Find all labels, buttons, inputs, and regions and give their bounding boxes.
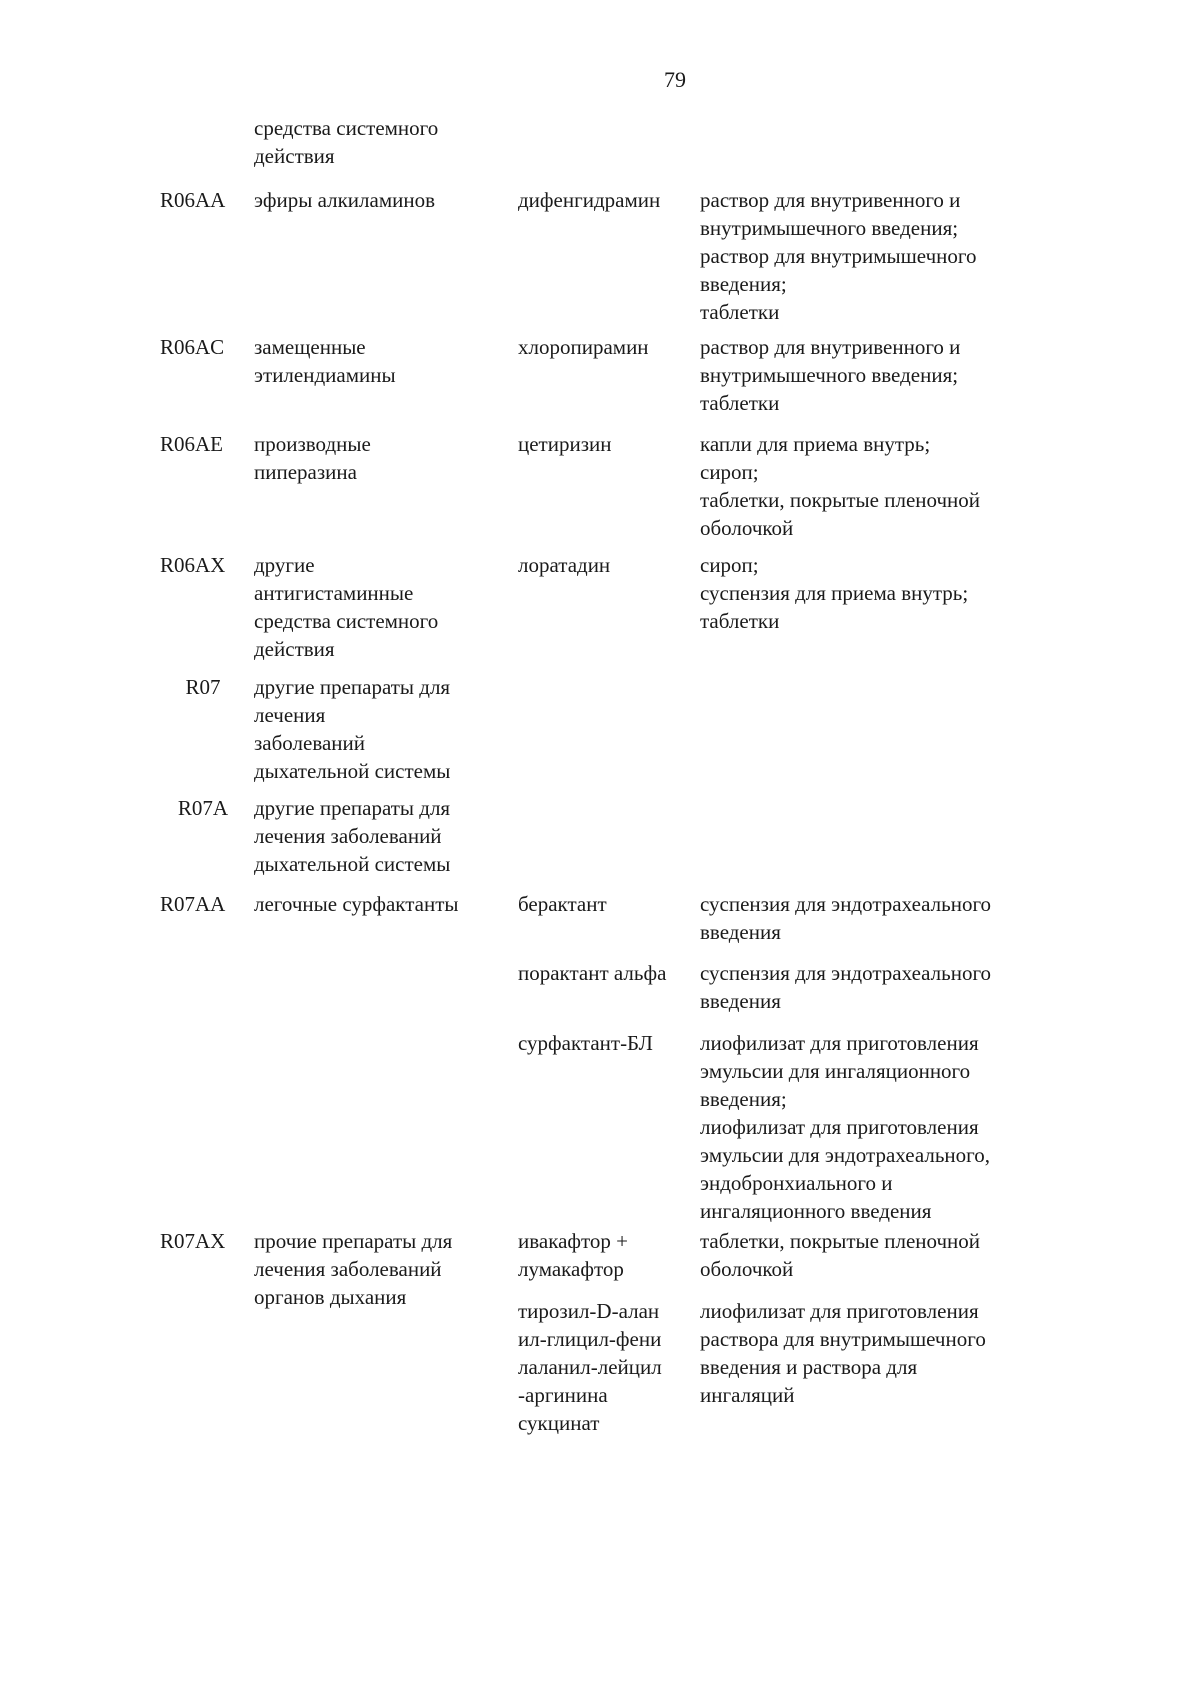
atc-code-cell: R06AC: [160, 335, 225, 359]
drug-cell: сурфактант-БЛ: [518, 1031, 653, 1055]
form-cell: лиофилизат для приготовления эмульсии для ингаляционного введения; лиофилизат для приготовления эмульсии для эндотрахеального, эндобронхиального и ингаляционного введения: [700, 1031, 990, 1223]
drug-cell: хлоропирамин: [518, 335, 649, 359]
drug-cell: берактант: [518, 892, 607, 916]
group-cell: замещенные этилендиамины: [254, 335, 396, 387]
atc-code-cell: R07AX: [160, 1229, 226, 1253]
form-cell: раствор для внутривенного и внутримышечного введения; таблетки: [700, 335, 961, 415]
atc-code-cell: R06AX: [160, 553, 226, 577]
form-cell: суспензия для эндотрахеального введения: [700, 892, 992, 944]
drug-cell: цетиризин: [518, 432, 612, 456]
group-cell: прочие препараты для лечения заболеваний органов дыхания: [254, 1229, 453, 1309]
group-cell: другие антигистаминные средства системного действия: [254, 553, 439, 661]
drug-cell: лоратадин: [518, 553, 611, 577]
drug-cell: дифенгидрамин: [518, 188, 661, 212]
atc-code-cell: R07: [185, 675, 221, 699]
group-cell: средства системного действия: [254, 116, 439, 168]
form-cell: суспензия для эндотрахеального введения: [700, 961, 992, 1013]
form-cell: лиофилизат для приготовления раствора для внутримышечного введения и раствора для ингаляций: [700, 1299, 986, 1407]
form-cell: капли для приема внутрь; сироп; таблетки, покрытые пленочной оболочкой: [700, 432, 981, 540]
drug-cell: ивакафтор + лумакафтор: [518, 1229, 629, 1281]
group-cell: эфиры алкиламинов: [254, 188, 436, 212]
form-cell: сироп; суспензия для приема внутрь; таблетки: [700, 553, 969, 633]
atc-code-cell: R07A: [177, 796, 229, 820]
drug-cell: тирозил-D-алан ил-глицил-фени лаланил-лейцил -аргинина сукцинат: [518, 1299, 662, 1435]
group-cell: другие препараты для лечения заболеваний дыхательной системы: [254, 796, 451, 876]
form-cell: раствор для внутривенного и внутримышечного введения; раствор для внутримышечного введения; таблетки: [700, 188, 977, 324]
group-cell: легочные сурфактанты: [254, 892, 459, 916]
form-cell: таблетки, покрытые пленочной оболочкой: [700, 1229, 981, 1281]
drug-cell: порактант альфа: [518, 961, 667, 985]
atc-code-cell: R07AA: [160, 892, 226, 916]
group-cell: производные пиперазина: [254, 432, 371, 484]
atc-code-cell: R06AE: [160, 432, 223, 456]
atc-code-cell: R06AA: [160, 188, 226, 212]
group-cell: другие препараты для лечения заболеваний дыхательной системы: [254, 675, 451, 783]
page-number: 79: [664, 67, 686, 92]
